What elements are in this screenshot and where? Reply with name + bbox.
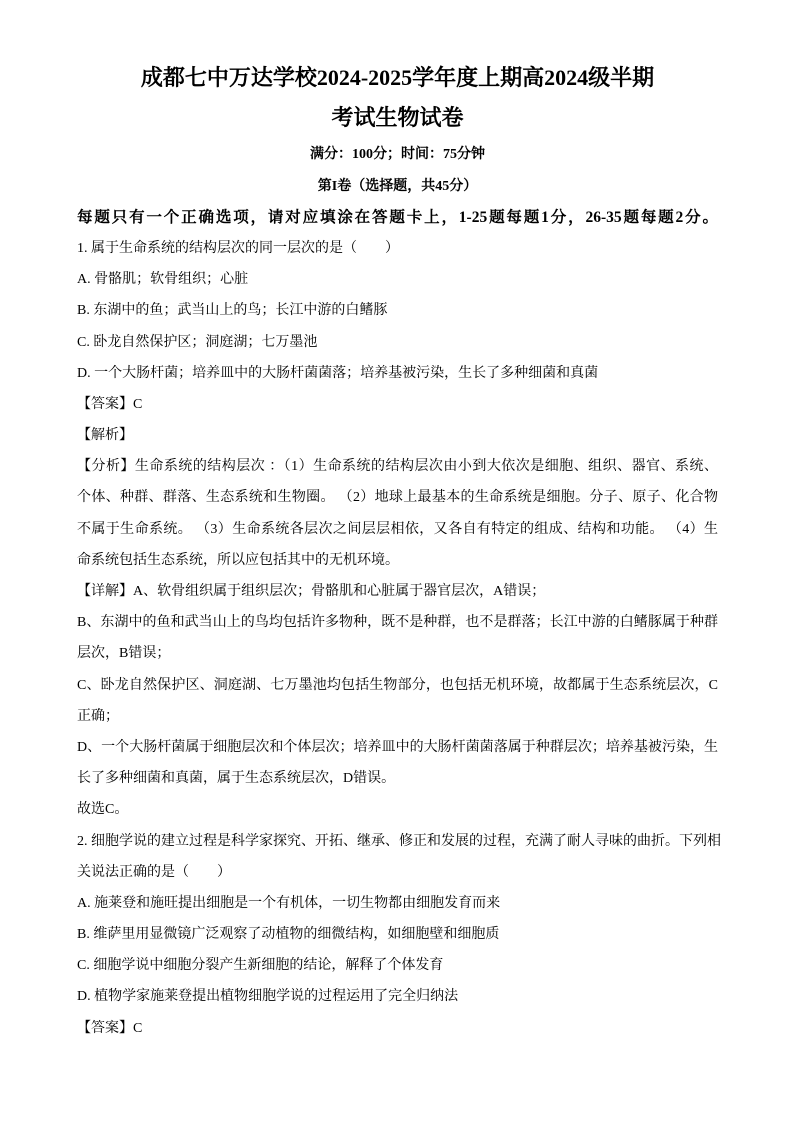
exam-title-line-2: 考试生物试卷 [331,105,464,130]
question-1-analysis-line: 命系统包括生态系统，所以应包括其中的无机环境。 [77,552,399,568]
question-1-detail-b: 层次，B错误； [77,646,171,662]
question-1-detail-b: B、东湖中的鱼和武当山上的鸟均包括许多物种，既不是种群，也不是群落；长江中游的白鳍豚属于种群 [77,615,718,631]
question-1-detail-c: C、卧龙自然保护区、洞庭湖、七万墨池均包括生物部分，也包括无机环境，故都属于生态系统层次，C [77,677,718,693]
question-1-analysis-line: 不属于生命系统。 （3）生命系统各层次之间层层相依，又各自有特定的组成、结构和功能。 （4）生 [77,521,718,537]
question-1-analysis-line: 个体、种群、群落、生态系统和生物圈。 （2）地球上最基本的生命系统是细胞。分子、原子、化合物 [77,490,718,506]
question-1 [77,233,718,826]
question-1-option-b: B. 东湖中的鱼；武当山上的鸟；长江中游的白鳍豚 [77,303,388,319]
question-1-analysis-line: 【分析】生命系统的结构层次 ：（1）生命系统的结构层次由小到大依次是细胞、组织、器官、系统、 [77,459,718,475]
question-1-detail-a: 【详解】A、软骨组织属于组织层次；骨骼肌和心脏属于器官层次，A错误； [77,584,546,600]
question-2-answer: 【答案】C [77,1020,143,1036]
exam-content [77,139,721,1043]
exam-title-line-1: 成都七中万达学校2024-2025学年度上期高2024级半期 [140,65,655,90]
question-1-stem: 1. 属于生命系统的结构层次的同一层次的是（ ） [77,240,399,256]
question-1-option-d: D. 一个大肠杆菌；培养皿中的大肠杆菌菌落；培养基被污染，生长了多种细菌和真菌 [77,365,599,381]
question-2-stem-line: 关说法正确的是（ ） [77,864,231,880]
question-1-conclusion: 故选C。 [77,802,129,818]
instruction-text: 每题只有一个正确选项，请对应填涂在答题卡上，1-25题每题1分，26-35题每题2分。 [77,208,718,226]
question-1-detail-d: 长了多种细菌和真菌，属于生态系统层次，D错误。 [77,771,396,787]
question-1-detail-d: D、一个大肠杆菌属于细胞层次和个体层次；培养皿中的大肠杆菌菌落属于种群层次；培养基被污染，生 [77,739,718,755]
exam-header [77,58,718,138]
question-2 [77,826,721,1044]
question-2-option-b: B. 维萨里用显微镜广泛观察了动植物的细微结构，如细胞壁和细胞质 [77,927,500,943]
question-1-option-a: A. 骨骼肌；软骨组织；心脏 [77,272,249,288]
question-2-stem-line: 2. 细胞学说的建立过程是科学家探究、开拓、继承、修正和发展的过程，充满了耐人寻味的曲折。下列相 [77,833,721,849]
question-1-option-c: C. 卧龙自然保护区；洞庭湖；七万墨池 [77,334,318,350]
question-1-answer: 【答案】C [77,396,143,412]
question-2-option-a: A. 施莱登和施旺提出细胞是一个有机体，一切生物都由细胞发育而来 [77,895,501,911]
question-1-detail-c: 正确； [77,708,119,724]
question-1-explanation-heading: 【解析】 [77,428,133,444]
section-heading: 第I卷（选择题，共45分） [317,178,478,194]
question-2-option-d: D. 植物学家施莱登提出植物细胞学说的过程运用了完全归纳法 [77,989,459,1005]
question-2-option-c: C. 细胞学说中细胞分裂产生新细胞的结论，解释了个体发育 [77,958,444,974]
score-time-info: 满分：100分；时间：75分钟 [310,147,485,163]
question-1-detail [77,576,718,794]
question-1-analysis [77,451,718,576]
